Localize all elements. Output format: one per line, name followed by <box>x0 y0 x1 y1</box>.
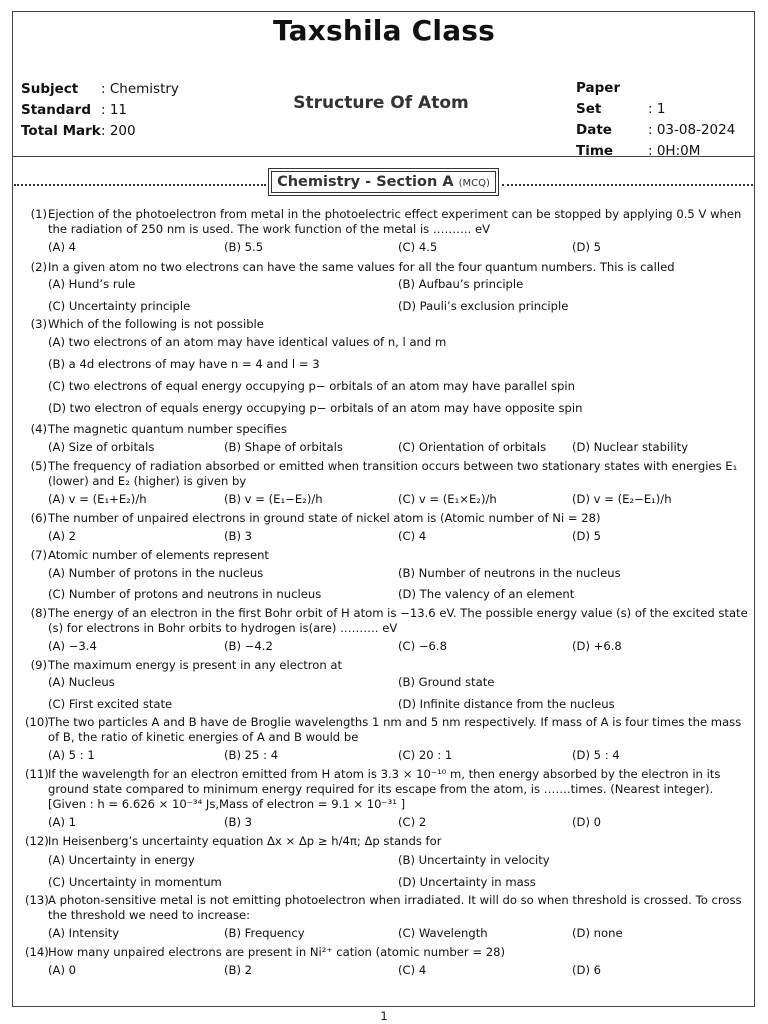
page-number: 1 <box>380 1009 388 1023</box>
institute-title: Taxshila Class <box>272 14 496 47</box>
option: (B) 5.5 <box>224 240 264 254</box>
total-mark-label: Total Mark <box>21 123 101 139</box>
option: (C) 4 <box>398 529 427 543</box>
option: (C) First excited state <box>48 697 173 711</box>
option: (A) 0 <box>48 963 77 977</box>
option: (C) 2 <box>398 815 427 829</box>
header-divider <box>12 156 755 157</box>
option: (C) v = (E₁×E₂)/h <box>398 492 497 506</box>
option: (D) Uncertainty in mass <box>398 875 536 889</box>
question-text: If the wavelength for an electron emitted from H atom is 3.3 × 10⁻¹⁰ m, then energy absorbed by the electron in its ground state compared to minimum energy required for its escape from the atom, is …….times. (Nearest integer). <box>48 767 721 796</box>
question-text: The two particles A and B have de Broglie wavelengths 1 nm and 5 nm respectively. If mass of A is four times the mass of B, the ratio of kinetic energies of A and B would be <box>48 715 742 744</box>
question-given: [Given : h = 6.626 × 10⁻³⁴ Js,Mass of electron = 9.1 × 10⁻³¹ ] <box>48 797 406 811</box>
question-number: (4) <box>30 422 47 436</box>
option: (A) v = (E₁+E₂)/h <box>48 492 147 506</box>
option: (C) 4.5 <box>398 240 438 254</box>
option: (A) Nucleus <box>48 675 115 689</box>
question-text: How many unpaired electrons are present in Ni²⁺ cation (atomic number = 28) <box>48 945 506 959</box>
question-number: (10) <box>25 715 49 729</box>
option: (B) 25 : 4 <box>224 748 279 762</box>
option: (B) 3 <box>224 529 253 543</box>
paper-set-label: Paper Set <box>576 80 621 117</box>
question-number: (8) <box>30 606 47 620</box>
question-text: Ejection of the photoelectron from metal in the photoelectric effect experiment can be stopped by applying 0.5 V when the radiation of 250 nm is used. The work function of the metal is ………. eV <box>48 207 742 236</box>
option: (C) Orientation of orbitals <box>398 440 547 454</box>
question-number: (13) <box>25 893 49 907</box>
question-text: In Heisenberg’s uncertainty equation Δx × Δp ≥ h/4π; Δp stands for <box>48 834 442 848</box>
question-text: The energy of an electron in the first Bohr orbit of H atom is −13.6 eV. The possible energy value (s) of the excited state (s) for electrons in Bohr orbits to hydrogen is(are) ………. eV <box>48 606 748 635</box>
option: (D) 6 <box>572 963 602 977</box>
option: (C) 4 <box>398 963 427 977</box>
question-number: (7) <box>30 548 47 562</box>
question-text: The maximum energy is present in any electron at <box>48 658 343 672</box>
dotted-rule-right <box>502 184 753 186</box>
option: (B) a 4d electrons of may have n = 4 and l = 3 <box>48 357 320 371</box>
paper-set-value: : 1 <box>648 101 666 117</box>
option: (D) Nuclear stability <box>572 440 689 454</box>
question-text: The magnetic quantum number specifies <box>48 422 287 436</box>
option: (B) Shape of orbitals <box>224 440 343 454</box>
option: (B) Aufbau’s principle <box>398 277 524 291</box>
question-text: In a given atom no two electrons can have the same values for all the four quantum numbers. This is called <box>48 260 675 274</box>
option: (D) 5 <box>572 529 602 543</box>
option: (C) Wavelength <box>398 926 488 940</box>
option: (D) none <box>572 926 623 940</box>
option: (B) Uncertainty in velocity <box>398 853 550 867</box>
section-sub: (MCQ) <box>458 178 490 189</box>
option: (B) 2 <box>224 963 253 977</box>
option: (A) −3.4 <box>48 639 97 653</box>
option: (C) −6.8 <box>398 639 447 653</box>
option: (A) 5 : 1 <box>48 748 95 762</box>
option: (A) 1 <box>48 815 77 829</box>
total-mark-value: : 200 <box>101 123 136 139</box>
option: (D) 0 <box>572 815 602 829</box>
question-number: (9) <box>30 658 47 672</box>
option: (D) The valency of an element <box>398 587 575 601</box>
section-title: Chemistry - Section A <box>277 174 454 190</box>
date-value: : 03-08-2024 <box>648 122 736 138</box>
time-label: Time <box>576 143 614 159</box>
question-text: The number of unpaired electrons in ground state of nickel atom is (Atomic number of Ni = 28) <box>48 511 601 525</box>
question-number: (2) <box>30 260 47 274</box>
option: (C) Number of protons and neutrons in nucleus <box>48 587 322 601</box>
time-value: : 0H:0M <box>648 143 701 159</box>
option: (D) Infinite distance from the nucleus <box>398 697 615 711</box>
dotted-rule-left <box>14 184 266 186</box>
question-number: (1) <box>30 207 47 221</box>
question-number: (5) <box>30 459 47 473</box>
option: (D) v = (E₂−E₁)/h <box>572 492 672 506</box>
option: (A) Hund’s rule <box>48 277 136 291</box>
option: (B) v = (E₁−E₂)/h <box>224 492 323 506</box>
option: (A) Intensity <box>48 926 120 940</box>
option: (B) Frequency <box>224 926 305 940</box>
option: (B) −4.2 <box>224 639 273 653</box>
question-text: Atomic number of elements represent <box>48 548 269 562</box>
question-number: (6) <box>30 511 47 525</box>
subject-value: : Chemistry <box>101 81 179 97</box>
option: (D) two electron of equals energy occupying p− orbitals of an atom may have opposite spin <box>48 401 583 415</box>
option: (A) two electrons of an atom may have identical values of n, l and m <box>48 335 447 349</box>
option: (C) Uncertainty in momentum <box>48 875 222 889</box>
option: (B) Number of neutrons in the nucleus <box>398 566 621 580</box>
option: (D) 5 <box>572 240 602 254</box>
option: (C) 20 : 1 <box>398 748 453 762</box>
question-text: The frequency of radiation absorbed or emitted when transition occurs between two stationary states with energies E₁ (lower) and E₂ (higher) is given by <box>48 459 738 488</box>
option: (D) 5 : 4 <box>572 748 620 762</box>
question-number: (12) <box>25 834 49 848</box>
option: (A) Uncertainty in energy <box>48 853 195 867</box>
header-right <box>576 78 735 162</box>
standard-value: : 11 <box>101 102 128 118</box>
subject-label: Subject <box>21 81 79 97</box>
paper-title: Structure Of Atom <box>293 93 469 113</box>
date-label: Date <box>576 122 612 138</box>
option: (A) Number of protons in the nucleus <box>48 566 264 580</box>
question-text: Which of the following is not possible <box>48 317 264 331</box>
question-number: (3) <box>30 317 47 331</box>
option: (B) 3 <box>224 815 253 829</box>
option: (D) +6.8 <box>572 639 622 653</box>
option: (A) 2 <box>48 529 77 543</box>
option: (C) Uncertainty principle <box>48 299 191 313</box>
section-heading <box>268 168 499 196</box>
option: (D) Pauli’s exclusion principle <box>398 299 569 313</box>
option: (A) 4 <box>48 240 77 254</box>
question-number: (11) <box>25 767 49 781</box>
option: (C) two electrons of equal energy occupying p− orbitals of an atom may have parallel spin <box>48 379 575 393</box>
option: (A) Size of orbitals <box>48 440 155 454</box>
option: (B) Ground state <box>398 675 495 689</box>
standard-label: Standard <box>21 102 91 118</box>
question-text: A photon-sensitive metal is not emitting photoelectron when irradiated. It will do so when threshold is crossed. To cross the threshold we need to increase: <box>48 893 742 922</box>
question-number: (14) <box>25 945 49 959</box>
